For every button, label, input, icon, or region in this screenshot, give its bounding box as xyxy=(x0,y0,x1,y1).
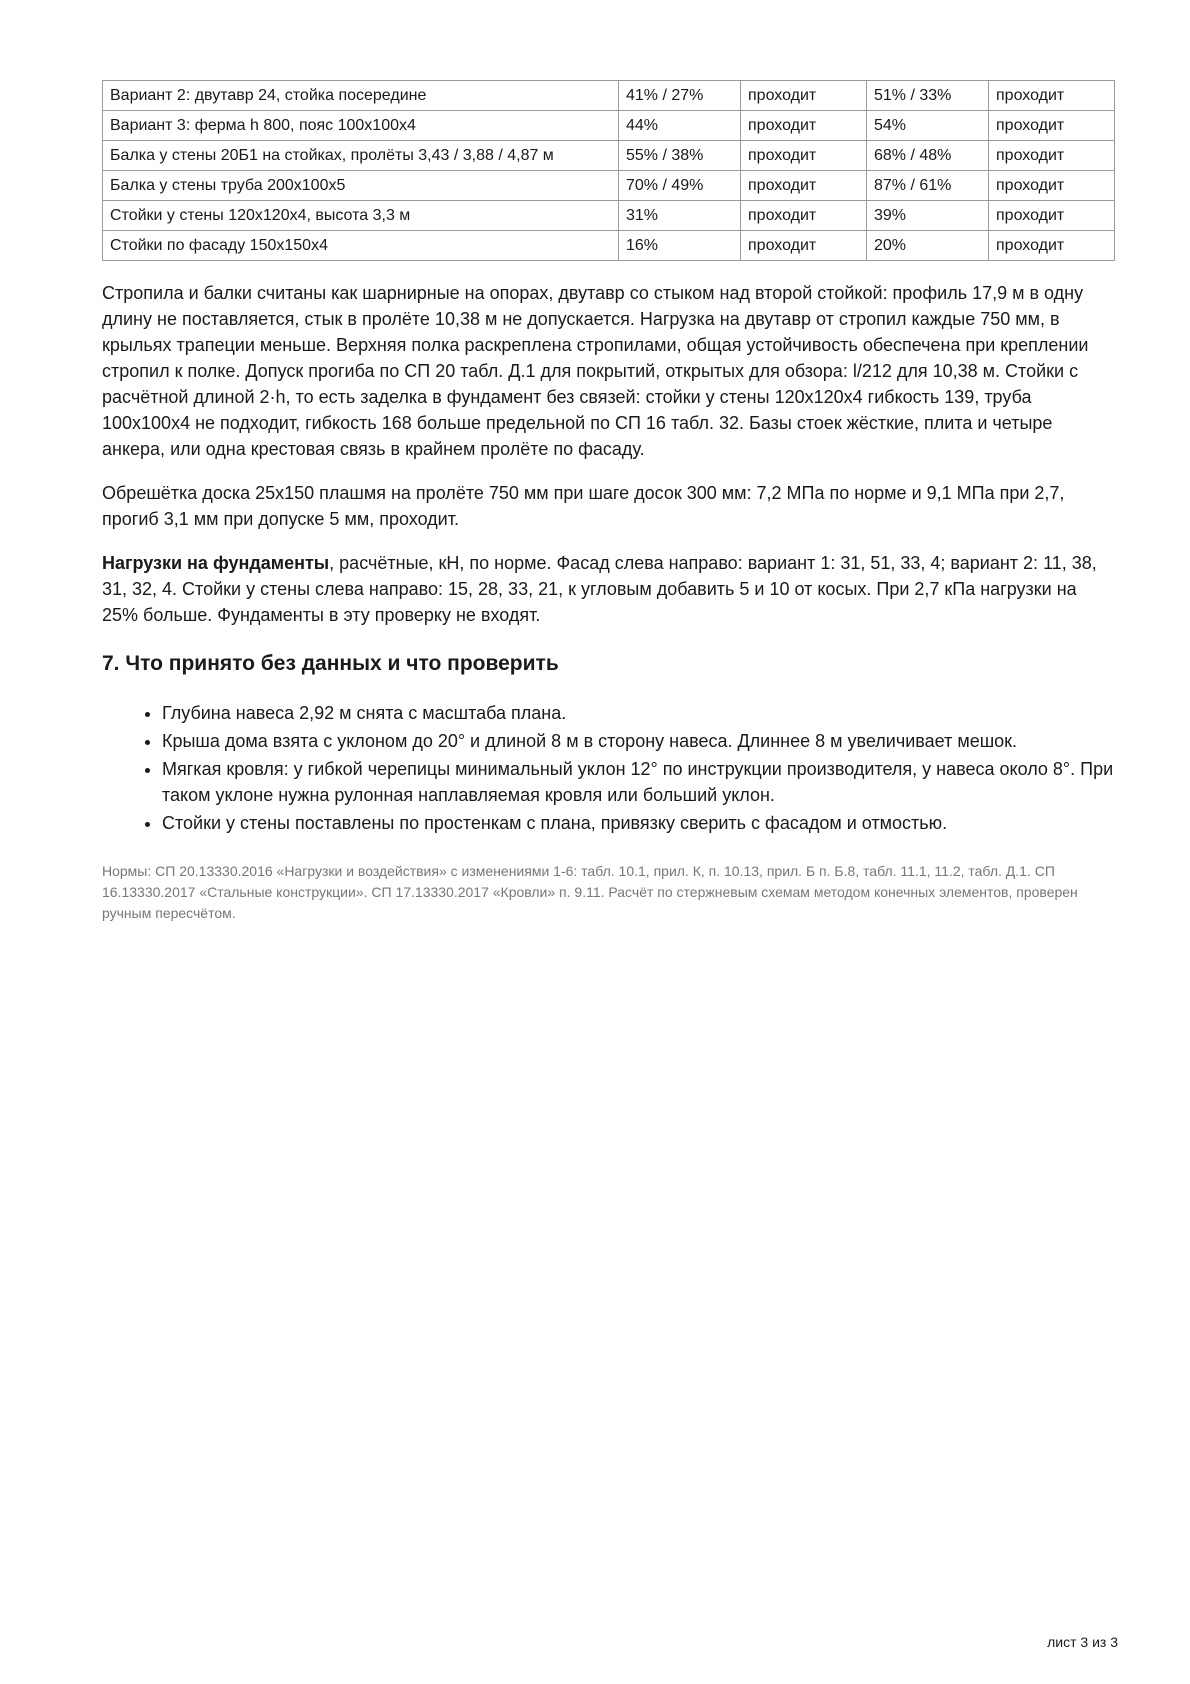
table-cell: Балка у стены 20Б1 на стойках, пролёты 3,43 / 3,88 / 4,87 м xyxy=(103,141,619,171)
table-cell: проходит xyxy=(989,231,1115,261)
list-item: • Мягкая кровля: у гибкой черепицы минимальный уклон 12° по инструкции производителя, у навеса около 8°. При таком уклоне нужна рулонная наплавляемая кровля или больший уклон. xyxy=(162,756,1114,808)
list-item: • Стойки у стены поставлены по простенкам с плана, привязку сверить с фасадом и отмостью. xyxy=(162,810,1114,836)
table-cell: 87% / 61% xyxy=(867,171,989,201)
table-cell: 39% xyxy=(867,201,989,231)
foundation-loads-heading: Нагрузки на фундаменты xyxy=(102,553,330,573)
table-cell: 41% / 27% xyxy=(619,81,741,111)
table-cell: проходит xyxy=(989,81,1115,111)
table-cell: 70% / 49% xyxy=(619,171,741,201)
table-cell: 31% xyxy=(619,201,741,231)
assumptions-list xyxy=(102,700,1114,836)
table-cell: проходит xyxy=(741,231,867,261)
table-cell: проходит xyxy=(741,111,867,141)
table-cell: Вариант 2: двутавр 24, стойка посередине xyxy=(103,81,619,111)
table-cell: Стойки по фасаду 150х150х4 xyxy=(103,231,619,261)
table-row xyxy=(103,111,1115,141)
table-cell: 51% / 33% xyxy=(867,81,989,111)
table-cell: проходит xyxy=(989,171,1115,201)
table-cell: Балка у стены труба 200х100х5 xyxy=(103,171,619,201)
table-cell: проходит xyxy=(741,171,867,201)
foundation-loads-paragraph xyxy=(102,550,1114,628)
section-7-title: 7. Что принято без данных и что проверить xyxy=(102,652,559,675)
table-row xyxy=(103,81,1115,111)
table-row xyxy=(103,171,1115,201)
table-row xyxy=(103,201,1115,231)
table-cell: 68% / 48% xyxy=(867,141,989,171)
table-cell: проходит xyxy=(989,201,1115,231)
table-row xyxy=(103,141,1115,171)
table-cell: 20% xyxy=(867,231,989,261)
table-cell: 16% xyxy=(619,231,741,261)
battens-paragraph: Обрешётка доска 25х150 плашмя на пролёте 750 мм при шаге досок 300 мм: 7,2 МПа по норме и 9,1 МПа при 2,7, прогиб 3,1 мм при допуске 5 мм, проходит. xyxy=(102,483,1065,529)
table-cell: 44% xyxy=(619,111,741,141)
list-item: • Глубина навеса 2,92 м снята с масштаба плана. xyxy=(162,700,1114,726)
table-cell: проходит xyxy=(741,201,867,231)
table-cell: Стойки у стены 120х120х4, высота 3,3 м xyxy=(103,201,619,231)
table-cell: проходит xyxy=(989,111,1115,141)
table-cell: 55% / 38% xyxy=(619,141,741,171)
foundation-loads-text: , расчётные, кН, по норме. Фасад слева направо: вариант 1: 31, 51, 33, 4; вариант 2: 11, 38, 31, 32, 4. Стойки у стены слева направо: 15, 28, 33, 21, к угловым добавить 5 и 10 от косых. При 2,7 кПа нагрузки на 25% больше. Фундаменты в эту проверку не входят. xyxy=(102,553,1097,625)
rafters-paragraph: Стропила и балки считаны как шарнирные на опорах, двутавр со стыком над второй стойкой: профиль 17,9 м в одну длину не поставляется, стык в пролёте 10,38 м не допускается. Нагрузка на двутавр от стропил каждые 750 мм, в крыльях трапеции меньше. Верхняя полка раскреплена стропилами, общая устойчивость обеспечена при креплении стропил к полке. Допуск прогиба по СП 20 табл. Д.1 для покрытий, открытых для обзора: l/212 для 10,38 м. Стойки с расчётной длиной 2·h, то есть заделка в фундамент без связей: стойки у стены 120х120х4 гибкость 139, труба 100х100х4 не подходит, гибкость 168 больше предельной по СП 16 табл. 32. Базы стоек жёсткие, плита и четыре анкера, или одна крестовая связь в крайнем пролёте по фасаду. xyxy=(102,283,1089,459)
table-cell: проходит xyxy=(741,141,867,171)
document-page xyxy=(102,80,1114,924)
table-row xyxy=(103,231,1115,261)
page-number: лист 3 из 3 xyxy=(1047,1634,1118,1650)
table-cell: 54% xyxy=(867,111,989,141)
table-cell: проходит xyxy=(989,141,1115,171)
table-cell: Вариант 3: ферма h 800, пояс 100х100х4 xyxy=(103,111,619,141)
list-item: • Крыша дома взята с уклоном до 20° и длиной 8 м в сторону навеса. Длиннее 8 м увеличивает мешок. xyxy=(162,728,1114,754)
results-table xyxy=(102,80,1115,261)
table-cell: проходит xyxy=(741,81,867,111)
norms-note: Нормы: СП 20.13330.2016 «Нагрузки и воздействия» с изменениями 1-6: табл. 10.1, прил. К, п. 10.13, прил. Б п. Б.8, табл. 11.1, 11.2, табл. Д.1. СП 16.13330.2017 «Стальные конструкции». СП 17.13330.2017 «Кровли» п. 9.11. Расчёт по стержневым схемам методом конечных элементов, проверен ручным пересчётом. xyxy=(102,863,1078,921)
